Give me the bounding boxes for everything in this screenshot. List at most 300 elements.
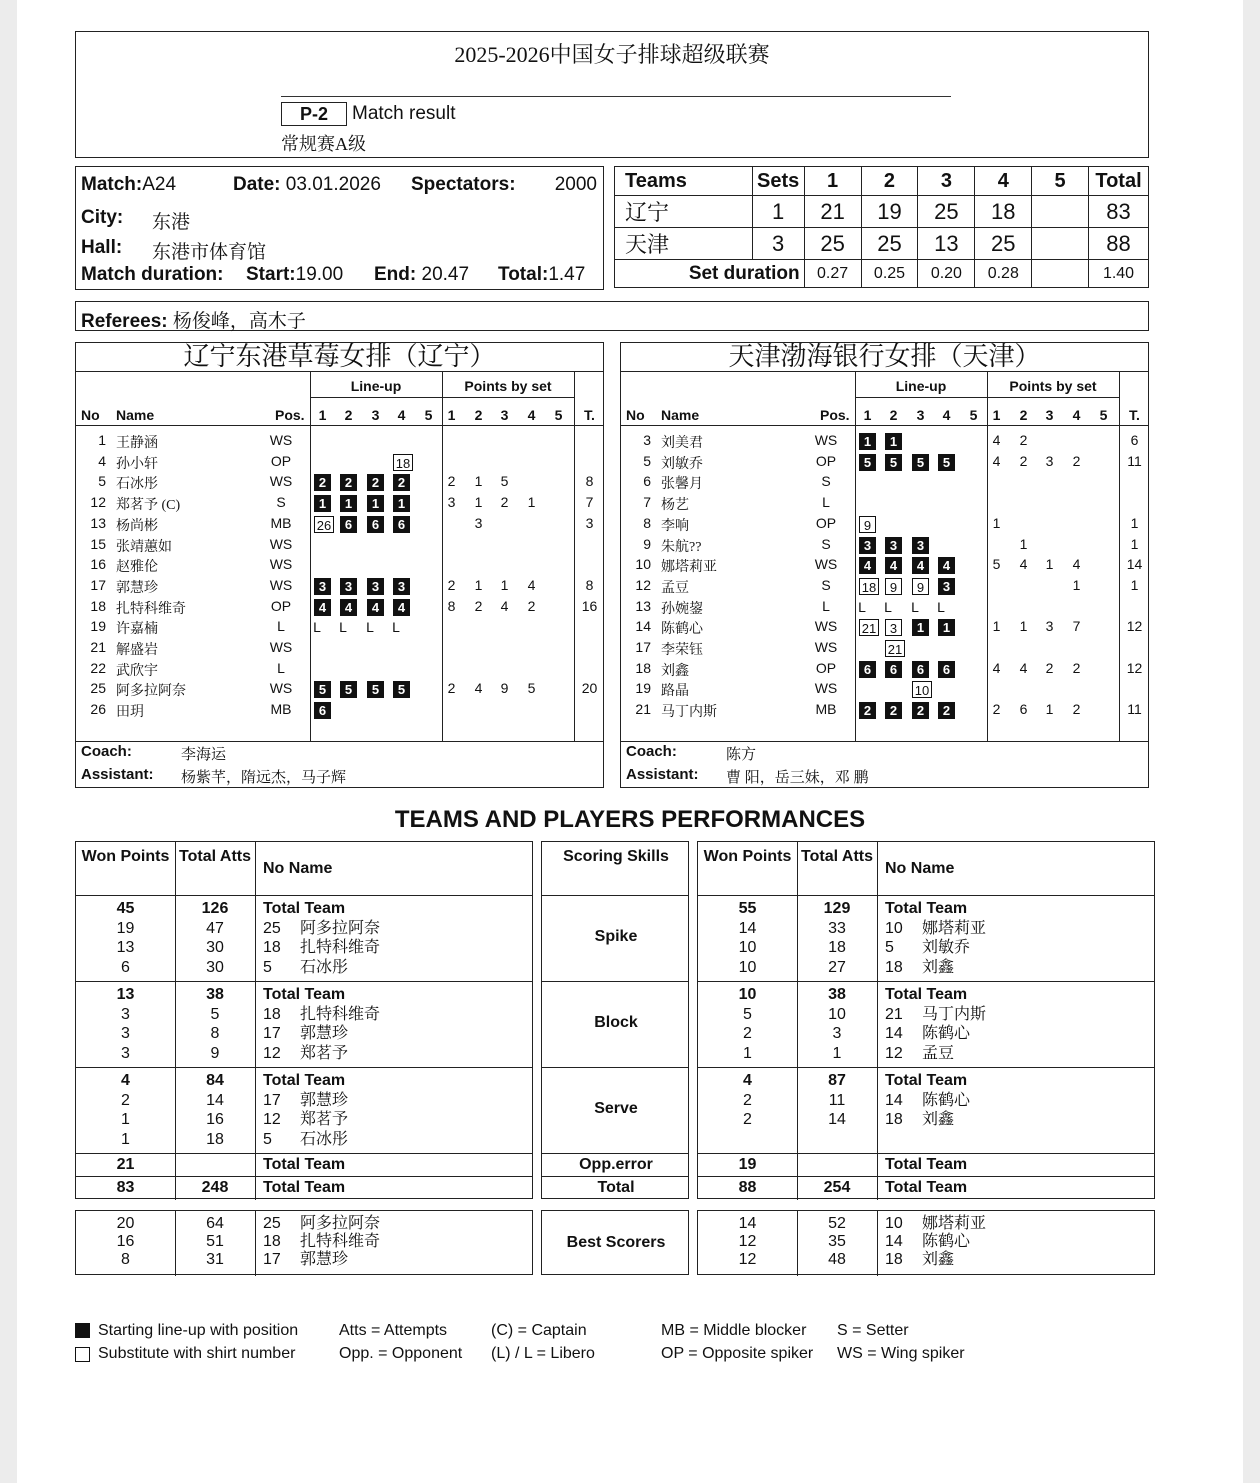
set-points: 9 (500, 680, 509, 697)
player-number: 25 (90, 680, 106, 697)
player-name: 武欣宇 (116, 663, 158, 679)
sets-won: 1 (752, 196, 804, 228)
total-attempts: 11 (828, 1091, 846, 1109)
player-name: 朱航?? (661, 539, 702, 555)
starting-position-marker: 1 (859, 433, 876, 450)
player-number: 21 (885, 1005, 903, 1023)
start-label: Start: (246, 264, 296, 285)
player-number: 18 (885, 958, 903, 976)
starting-position-marker: 2 (912, 702, 929, 719)
starting-position-marker: 2 (938, 702, 955, 719)
player-total: 8 (585, 473, 594, 490)
set-points: 3 (474, 514, 483, 531)
won-points-header: Won Points (81, 848, 170, 865)
points-set-header: 1 (992, 407, 1001, 423)
total-attempts: 84 (206, 1072, 224, 1089)
substitute-marker: 18 (859, 578, 879, 595)
starting-position-marker: 3 (912, 537, 929, 554)
best-scorers-right (697, 1210, 1155, 1275)
starting-position-marker: 4 (859, 557, 876, 574)
player-name: 赵雅伦 (116, 560, 158, 576)
player-total: 3 (585, 514, 594, 531)
player-name: 刘鑫 (922, 1111, 955, 1128)
player-name: 孙婉鋆 (661, 601, 703, 617)
set-points: 1 (474, 576, 483, 593)
total-attempts: 47 (206, 919, 224, 937)
team-full-name: 天津渤海银行女排（天津） (728, 342, 1041, 371)
set-points: 1 (1045, 701, 1054, 718)
performance-right (697, 841, 1155, 1199)
roster-rule (76, 371, 603, 372)
opp-error-team: Total Team (263, 1156, 346, 1173)
set-score: 19 (861, 196, 918, 228)
set-points: 2 (447, 680, 456, 697)
lineup-set-header: 3 (371, 407, 380, 423)
player-name: 娜塔莉亚 (661, 560, 717, 576)
substitute-marker: 18 (393, 454, 413, 471)
perf-rule (542, 1067, 688, 1068)
player-name: 张馨月 (661, 477, 703, 493)
player-total: 11 (1127, 701, 1142, 718)
perf-rule (698, 1176, 1154, 1177)
player-position: WS (269, 680, 293, 697)
set-points: 2 (527, 597, 536, 614)
player-name: 马丁内斯 (661, 705, 717, 721)
total-attempts: 48 (828, 1251, 846, 1268)
lineup-set-header: 1 (863, 407, 872, 423)
perf-rule (76, 1067, 532, 1068)
total-attempts: 3 (832, 1025, 842, 1042)
starting-position-marker: 6 (393, 516, 410, 533)
total-attempts: 10 (828, 1005, 846, 1023)
league-title: 2025-2026中国女子排球超级联赛 (454, 42, 770, 67)
player-position: OP (815, 514, 837, 531)
lineup-set-header: 1 (318, 407, 327, 423)
player-name: Total Team (263, 1072, 346, 1089)
starting-position-marker: 1 (938, 619, 955, 636)
substitute-marker: 3 (885, 619, 902, 636)
set-duration: 0.28 (975, 260, 1032, 288)
player-position: MB (270, 701, 292, 718)
score-header: 2 (861, 167, 918, 196)
player-position: MB (815, 701, 837, 718)
player-position: WS (269, 432, 293, 448)
perf-rule (698, 1153, 1154, 1154)
score-row (615, 196, 1149, 228)
set-points: 6 (1019, 701, 1028, 718)
lineup-set-header: 2 (889, 407, 898, 423)
sets-won: 3 (752, 228, 804, 260)
set-points: 4 (1072, 556, 1081, 573)
starting-position-marker: 6 (885, 661, 902, 678)
player-name: 孟豆 (661, 580, 689, 596)
player-name: 张靖蕙如 (116, 539, 172, 555)
won-points: 12 (738, 1233, 757, 1250)
referees-box (75, 301, 1149, 331)
player-name: Total Team (885, 1072, 968, 1089)
starting-position-marker: 4 (885, 557, 902, 574)
match-number: A24 (142, 174, 177, 195)
player-position: WS (814, 639, 838, 655)
player-position: WS (269, 473, 293, 490)
won-points: 3 (121, 1025, 130, 1042)
report-header (75, 31, 1149, 158)
score-row (615, 228, 1149, 260)
player-number: 12 (263, 1044, 281, 1062)
legend-item: Starting line-up with position (98, 1322, 299, 1339)
player-position: OP (815, 659, 837, 676)
set-points: 4 (500, 597, 509, 614)
player-number: 12 (263, 1111, 281, 1128)
score-header: 4 (975, 167, 1032, 196)
legend-substitute-swatch (75, 1347, 90, 1362)
set-points: 1 (992, 514, 1001, 531)
starting-position-marker: 6 (314, 702, 331, 719)
starting-position-marker: 3 (859, 537, 876, 554)
player-name: 刘鑫 (661, 663, 689, 679)
player-position: L (277, 618, 285, 635)
set-score: 25 (918, 196, 975, 228)
player-name: 刘敏乔 (661, 456, 703, 472)
set-points: 7 (1072, 618, 1081, 635)
player-name: 路晶 (661, 684, 689, 700)
skill-label: Serve (594, 1100, 638, 1117)
roster-divider (310, 371, 311, 741)
lineup-set-header: 2 (344, 407, 353, 423)
header-rule (281, 96, 951, 97)
player-position: S (276, 494, 286, 511)
total-attempts: 38 (828, 986, 846, 1003)
set-points: 2 (1019, 452, 1028, 469)
player-position: S (821, 473, 831, 490)
total-points: 88 (738, 1179, 757, 1196)
player-name: 孟豆 (922, 1044, 955, 1062)
player-number: 17 (263, 1251, 281, 1268)
set-duration-total: 1.40 (1089, 260, 1149, 288)
won-points: 2 (743, 1025, 752, 1042)
perf-rule (698, 895, 1154, 896)
score-table (614, 166, 1149, 288)
player-number: 17 (635, 639, 651, 655)
roster-rule (76, 741, 603, 742)
starting-position-marker: 2 (340, 474, 357, 491)
set-points: 4 (474, 680, 483, 697)
starting-position-marker: 6 (859, 661, 876, 678)
lineup-header: Line-up (350, 378, 402, 394)
city-value: 东港 (152, 212, 191, 233)
player-number: 19 (90, 618, 106, 635)
won-points: 13 (116, 939, 135, 956)
set-points: 3 (447, 494, 456, 511)
player-name: 郭慧珍 (300, 1091, 349, 1109)
pos-header: Pos. (275, 407, 305, 423)
player-position: WS (814, 432, 838, 448)
set-points: 4 (1019, 556, 1028, 573)
player-total: 14 (1126, 556, 1143, 573)
won-points: 14 (738, 919, 757, 937)
substitute-marker: 21 (885, 640, 905, 657)
set-points: 3 (1045, 618, 1054, 635)
substitute-marker: 10 (912, 681, 932, 698)
points-set-header: 4 (1072, 407, 1081, 423)
roster-tianjin (620, 342, 1149, 788)
player-number: 14 (635, 618, 651, 635)
set-score (1032, 196, 1089, 228)
won-points: 16 (116, 1233, 135, 1250)
player-number: 8 (643, 514, 651, 531)
player-number: 5 (643, 452, 651, 469)
set-points: 4 (992, 432, 1001, 448)
score-header: Sets (752, 167, 804, 196)
player-name: 郑茗予 (300, 1044, 349, 1062)
player-number: 10 (885, 919, 903, 937)
player-number: 14 (885, 1233, 903, 1250)
score-header: 1 (804, 167, 861, 196)
set-duration (1032, 260, 1089, 288)
perf-rule (698, 981, 1154, 982)
won-points: 45 (116, 900, 135, 917)
starting-position-marker: 4 (393, 599, 410, 616)
set-duration-label: Set duration (615, 260, 805, 288)
set-score: 25 (975, 228, 1032, 260)
starting-position-marker: 5 (314, 681, 331, 698)
player-name: 扎特科维奇 (116, 601, 186, 617)
won-points: 3 (121, 1044, 130, 1062)
no-header: No (81, 407, 100, 423)
player-number: 18 (263, 1233, 281, 1250)
roster-rule (621, 425, 1148, 426)
starting-position-marker: 3 (367, 578, 384, 595)
player-number: 25 (263, 919, 281, 937)
set-duration: 0.25 (861, 260, 918, 288)
starting-position-marker: 5 (885, 454, 902, 471)
won-points: 4 (743, 1072, 752, 1089)
player-name: 郭慧珍 (116, 580, 158, 596)
date-label: Date: (233, 174, 281, 195)
hall-label: Hall: (81, 237, 123, 258)
player-number: 10 (635, 556, 651, 573)
won-points: 2 (121, 1091, 130, 1109)
scoring-skills-header: Scoring Skills (563, 848, 669, 865)
opp-error-team: Total Team (885, 1156, 968, 1173)
player-number: 18 (885, 1111, 903, 1128)
starting-position-marker: 4 (912, 557, 929, 574)
legend-item: Atts = Attempts (339, 1322, 448, 1339)
assistant-names: 杨紫芊，隋远杰，马子辉 (181, 770, 347, 786)
skill-label: Spike (594, 928, 638, 945)
player-number: 5 (98, 473, 106, 490)
set-points: 1 (474, 473, 483, 490)
duration-label: Match duration: (81, 264, 224, 285)
player-total: 1 (1130, 514, 1139, 531)
lineup-set-header: 4 (397, 407, 406, 423)
legend-item: (L) / L = Libero (491, 1345, 595, 1362)
set-points: 2 (1072, 701, 1081, 718)
total-attempts: 38 (206, 986, 224, 1003)
starting-position-marker: 5 (340, 681, 357, 698)
player-name: 郭慧珍 (300, 1251, 349, 1268)
player-number: 9 (643, 535, 651, 552)
performance-skills (541, 841, 689, 1199)
won-points: 2 (743, 1111, 752, 1128)
stage-label: 常规赛A级 (281, 134, 366, 154)
roster-rule (76, 425, 603, 426)
total-attempts: 248 (201, 1179, 229, 1196)
player-total: 11 (1127, 452, 1142, 469)
roster-liaoning (75, 342, 604, 788)
starting-position-marker: 3 (340, 578, 357, 595)
set-points: 5 (992, 556, 1001, 573)
player-name: 扎特科维奇 (300, 939, 381, 956)
set-points: 2 (474, 597, 483, 614)
player-number: 5 (885, 939, 894, 956)
player-number: 17 (263, 1025, 281, 1042)
end-label: End: (374, 264, 417, 285)
won-points: 2 (743, 1091, 752, 1109)
perf-rule (76, 981, 532, 982)
player-name: 石冰彤 (300, 1130, 349, 1148)
total-attempts: 31 (206, 1251, 224, 1268)
total-points: 83 (1089, 196, 1149, 228)
won-points: 4 (121, 1072, 130, 1089)
set-points: 2 (447, 576, 456, 593)
starting-position-marker: 6 (340, 516, 357, 533)
set-points: 4 (992, 452, 1001, 469)
starting-position-marker: 5 (938, 454, 955, 471)
player-position: OP (815, 452, 837, 469)
report-page (17, 0, 1243, 1483)
best-scorers-left (75, 1210, 533, 1275)
perf-rule (698, 1067, 1154, 1068)
total-attempts: 35 (828, 1233, 846, 1250)
player-number: 17 (263, 1091, 281, 1109)
set-score: 25 (804, 228, 861, 260)
set-points: 2 (992, 701, 1001, 718)
start-time: 19.00 (295, 264, 344, 285)
won-points: 1 (121, 1130, 130, 1148)
won-points: 3 (121, 1005, 130, 1023)
player-number: 14 (885, 1091, 903, 1109)
set-duration: 0.27 (804, 260, 861, 288)
substitute-marker: 9 (885, 578, 902, 595)
set-points: 1 (992, 618, 1001, 635)
player-number: 25 (263, 1215, 281, 1232)
won-points: 14 (738, 1215, 757, 1232)
player-position: WS (814, 618, 838, 635)
starting-position-marker: 2 (367, 474, 384, 491)
set-points: 2 (447, 473, 456, 490)
starting-position-marker: 2 (314, 474, 331, 491)
total-attempts: 16 (206, 1111, 224, 1128)
player-name: 刘美君 (661, 436, 703, 451)
won-points: 10 (738, 958, 757, 976)
total-attempts: 129 (823, 900, 851, 917)
starting-position-marker: 3 (938, 578, 955, 595)
player-name: 杨艺 (661, 498, 689, 514)
player-position: WS (814, 680, 838, 697)
set-points: 4 (527, 576, 536, 593)
set-points: 1 (1019, 535, 1028, 552)
legend-item: WS = Wing spiker (837, 1345, 965, 1362)
player-position: MB (270, 514, 292, 531)
coach-name: 陈方 (726, 747, 757, 763)
lineup-set-header: 3 (916, 407, 925, 423)
starting-position-marker: 6 (912, 661, 929, 678)
perf-rule (542, 981, 688, 982)
match-date: 03.01.2026 (285, 174, 381, 195)
total-attempts: 14 (828, 1111, 846, 1128)
team-name: 天津 (615, 228, 753, 260)
perf-rule (542, 1176, 688, 1177)
total-attempts: 51 (206, 1233, 224, 1250)
won-points: 5 (743, 1005, 752, 1023)
player-number: 5 (263, 958, 272, 976)
player-name: 陈鹤心 (922, 1025, 971, 1042)
total-team: Total Team (263, 1179, 346, 1196)
player-name: 马丁内斯 (922, 1005, 987, 1023)
player-name: 李荣钰 (661, 643, 703, 658)
player-number: 12 (90, 494, 106, 511)
total-attempts: 30 (206, 958, 224, 976)
player-number: 21 (90, 639, 106, 655)
player-position: WS (814, 556, 838, 573)
player-number: 19 (635, 680, 651, 697)
points-header: Points by set (1009, 378, 1097, 394)
starting-position-marker: 5 (912, 454, 929, 471)
player-number: 6 (643, 473, 651, 490)
total-duration: 1.47 (548, 264, 586, 285)
total-attempts: 1 (832, 1044, 842, 1062)
starting-position-marker: 2 (393, 474, 410, 491)
player-number: 13 (90, 514, 106, 531)
player-name: 陈鹤心 (922, 1233, 971, 1250)
player-position: OP (270, 452, 292, 469)
player-position: WS (269, 535, 293, 552)
libero-marker: L (858, 598, 866, 615)
total-attempts: 254 (823, 1179, 851, 1196)
opp-error-points: 21 (116, 1156, 135, 1173)
lineup-set-header: 5 (969, 407, 978, 423)
player-total: 20 (581, 680, 598, 697)
player-number: 14 (885, 1025, 903, 1042)
player-name: 刘敏乔 (922, 939, 971, 956)
player-position: OP (270, 597, 292, 614)
set-points: 4 (1019, 659, 1028, 676)
lineup-set-header: 4 (942, 407, 951, 423)
starting-position-marker: 5 (393, 681, 410, 698)
player-total: 6 (1130, 432, 1139, 448)
player-number: 5 (263, 1130, 272, 1148)
total-team: Total Team (885, 1179, 968, 1196)
player-position: WS (269, 556, 293, 573)
total-attempts: 52 (828, 1215, 846, 1232)
referees-names: 杨俊峰，高木子 (172, 311, 306, 332)
player-name: 阿多拉阿奈 (300, 1215, 381, 1232)
total-attempts: 5 (210, 1005, 220, 1023)
perf-rule (76, 1153, 532, 1154)
set-duration-row (615, 260, 1149, 288)
perf-rule (76, 1176, 532, 1177)
spectators-label: Spectators: (411, 174, 516, 195)
libero-marker: L (313, 619, 321, 636)
player-name: 田玥 (116, 705, 144, 721)
substitute-marker: 21 (859, 619, 879, 636)
coach-name: 李海运 (181, 747, 227, 763)
player-number: 18 (885, 1251, 903, 1268)
won-points: 1 (743, 1044, 752, 1062)
player-total: 1 (1130, 576, 1139, 593)
set-points: 1 (1072, 576, 1081, 593)
